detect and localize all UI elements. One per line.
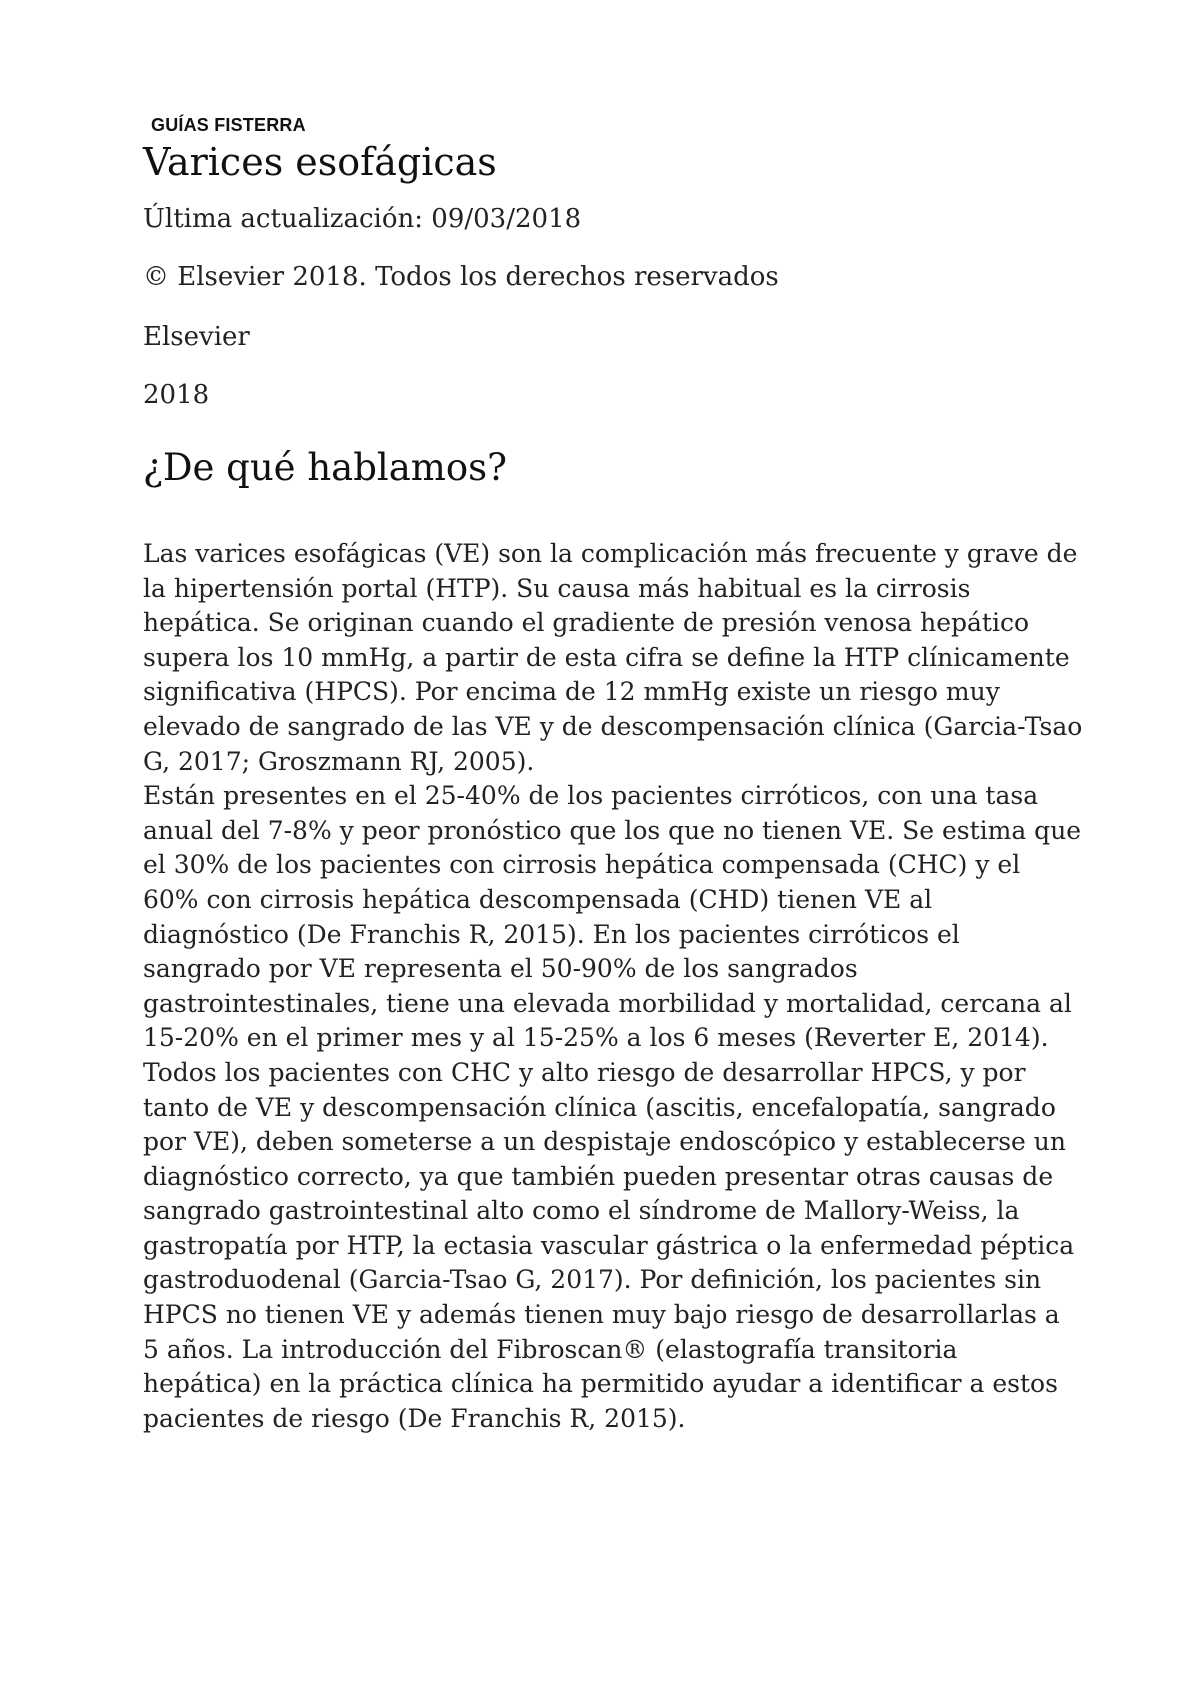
copyright-notice: © Elsevier 2018. Todos los derechos reservados (143, 262, 779, 292)
series-label: GUÍAS FISTERRA (151, 115, 306, 135)
document-title: Varices esofágicas (143, 140, 497, 184)
paragraph: Las varices esofágicas (VE) son la complicación más frecuente y grave de la hipertensión portal (HTP). Su causa más habitual es la cirrosis hepática. Se originan cuando el gradiente de presión venosa hepático supera los 10 mmHg, a partir de esta cifra se define la HTP clínicamente significativa (HPCS). Por encima de 12 mmHg existe un riesgo muy elevado de sangrado de las VE y de descompensación clínica (Garcia-Tsao G, 2017; Groszmann RJ, 2005). (143, 539, 1083, 776)
last-updated: Última actualización: 09/03/2018 (143, 204, 582, 234)
section-heading: ¿De qué hablamos? (143, 446, 507, 489)
paragraph: Todos los pacientes con CHC y alto riesgo de desarrollar HPCS, y por tanto de VE y descompensación clínica (ascitis, encefalopatía, sangrado por VE), deben someterse a un despistaje endoscópico y establecerse un diagnóstico correcto, ya que también pueden presentar otras causas de sangrado gastrointestinal alto como el síndrome de Mallory-Weiss, la gastropatía por HTP, la ectasia vascular gástrica o la enfermedad péptica gastroduodenal (Garcia-Tsao G, 2017). Por definición, los pacientes sin HPCS no tienen VE y además tienen muy bajo riesgo de desarrollarlas a 5 años. La introducción del Fibroscan® (elastografía transitoria hepática) en la práctica clínica ha permitido ayudar a identificar a estos pacientes de riesgo (De Franchis R, 2015). (143, 1057, 1075, 1433)
paragraph: Están presentes en el 25-40% de los pacientes cirróticos, con una tasa anual del 7-8% y peor pronóstico que los que no tienen VE. Se estima que el 30% de los pacientes con cirrosis hepática compensada (CHC) y el 60% con cirrosis hepática descompensada (CHD) tienen VE al diagnóstico (De Franchis R, 2015). En los pacientes cirróticos el sangrado por VE representa el 50-90% de los sangrados gastrointestinales, tiene una elevada morbilidad y mortalidad, cercana al 15-20% en el primer mes y al 15-25% a los 6 meses (Reverter E, 2014). (143, 781, 1082, 1053)
section-body (143, 537, 1083, 1436)
publisher: Elsevier (143, 322, 250, 352)
publication-year: 2018 (143, 380, 210, 410)
